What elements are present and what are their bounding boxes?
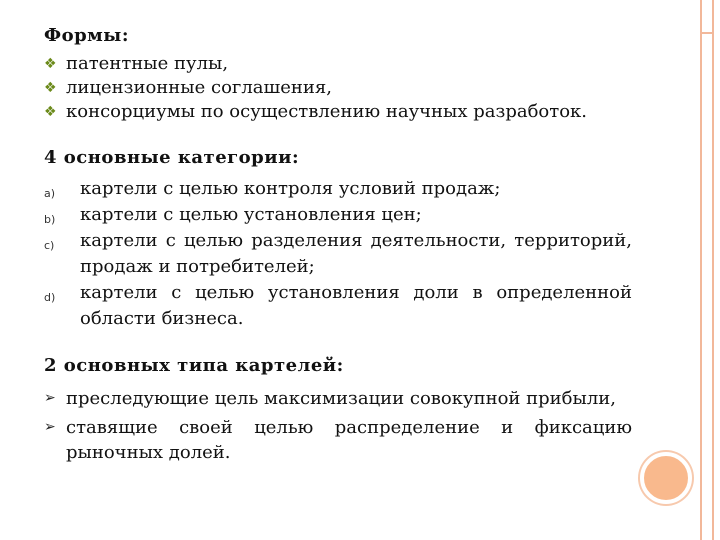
checkmark-bullet-icon: ❖ bbox=[44, 56, 57, 72]
checkmark-bullet-icon: ❖ bbox=[44, 104, 57, 120]
category-marker: a) bbox=[44, 187, 56, 200]
decorative-frame-top bbox=[700, 0, 714, 34]
category-item bbox=[44, 228, 632, 280]
decorative-frame-right bbox=[700, 34, 714, 540]
types-list-item bbox=[44, 415, 632, 465]
forms-list-item bbox=[44, 100, 632, 124]
types-heading: 2 основных типа картелей: bbox=[44, 355, 344, 376]
category-text: картели с целью контроля условий продаж; bbox=[80, 178, 501, 199]
category-text: картели с целью установления цен; bbox=[80, 204, 422, 225]
category-item bbox=[44, 202, 632, 228]
category-marker: b) bbox=[44, 213, 56, 226]
categories-heading: 4 основные категории: bbox=[44, 147, 300, 168]
types-list bbox=[44, 386, 632, 465]
categories-list bbox=[44, 176, 632, 332]
arrow-bullet-icon: ➢ bbox=[44, 390, 56, 406]
category-item bbox=[44, 280, 632, 332]
forms-list-item bbox=[44, 52, 632, 76]
forms-list bbox=[44, 52, 632, 124]
forms-item-text: консорциумы по осуществлению научных разработок. bbox=[66, 101, 588, 122]
category-item bbox=[44, 176, 632, 202]
types-list-item bbox=[44, 386, 632, 411]
checkmark-bullet-icon: ❖ bbox=[44, 80, 57, 96]
arrow-bullet-icon: ➢ bbox=[44, 419, 56, 435]
forms-heading: Формы: bbox=[44, 25, 129, 46]
category-text: картели с целью разделения деятельности, территорий, продаж и потребителей; bbox=[80, 230, 632, 277]
forms-list-item bbox=[44, 76, 632, 100]
types-item-text: ставящие своей целью распределение и фиксацию рыночных долей. bbox=[66, 417, 632, 463]
slide-content bbox=[44, 24, 632, 469]
decorative-circle bbox=[640, 452, 692, 504]
forms-item-text: лицензионные соглашения, bbox=[66, 77, 332, 98]
category-marker: d) bbox=[44, 291, 56, 304]
category-text: картели с целью установления доли в определенной области бизнеса. bbox=[80, 282, 632, 329]
types-item-text: преследующие цель максимизации совокупной прибыли, bbox=[66, 388, 616, 409]
category-marker: c) bbox=[44, 239, 55, 252]
forms-item-text: патентные пулы, bbox=[66, 53, 229, 74]
